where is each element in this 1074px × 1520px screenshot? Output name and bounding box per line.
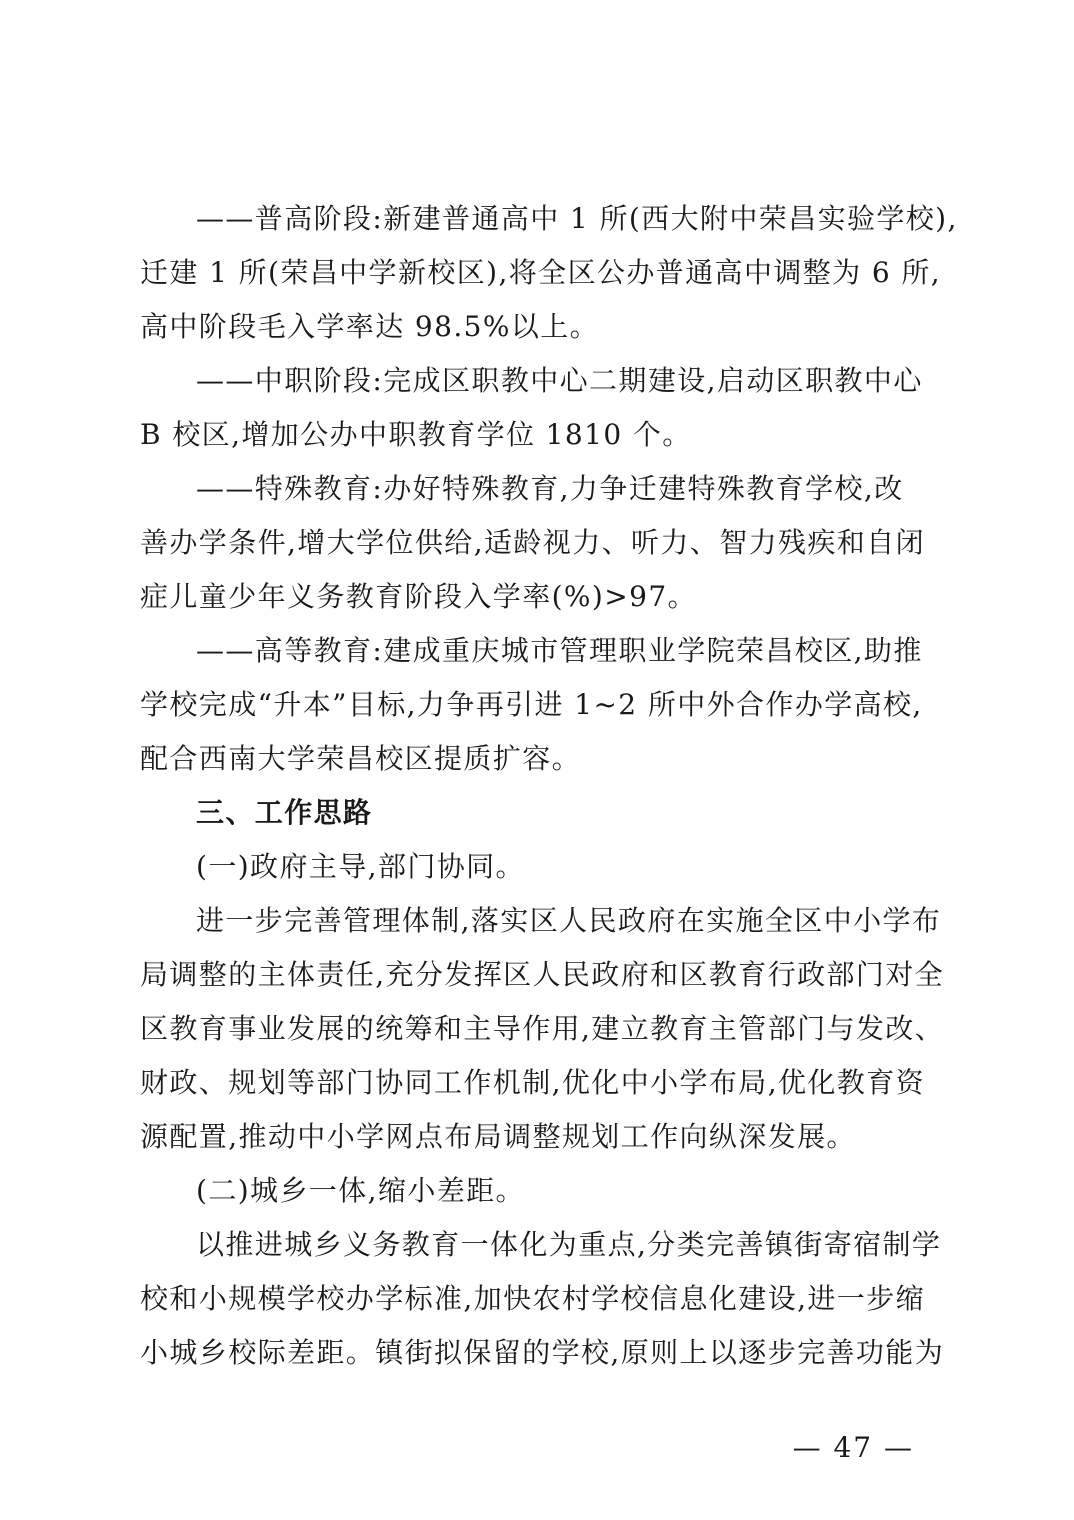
paragraph-line: ——高等教育:建成重庆城市管理职业学院荣昌校区,助推 (196, 634, 923, 667)
paragraph-line: 区教育事业发展的统筹和主导作用,建立教育主管部门与发改、 (140, 1012, 945, 1045)
paragraph-line: 善办学条件,增大学位供给,适龄视力、听力、智力残疾和自闭 (140, 526, 926, 559)
paragraph-line: ——普高阶段:新建普通高中 1 所(西大附中荣昌实验学校), (196, 202, 958, 235)
page-number: — 47 — (792, 1431, 914, 1464)
body-text (140, 192, 958, 1380)
paragraph-line: B 校区,增加公办中职教育学位 1810 个。 (140, 418, 692, 451)
paragraph-line: ——特殊教育:办好特殊教育,力争迁建特殊教育学校,改 (196, 472, 904, 505)
paragraph-line: ——中职阶段:完成区职教中心二期建设,启动区职教中心 (196, 364, 923, 397)
paragraph-line: 配合西南大学荣昌校区提质扩容。 (140, 742, 582, 775)
subsection-heading: (二)城乡一体,缩小差距。 (196, 1174, 525, 1207)
paragraph-line: 症儿童少年义务教育阶段入学率(%)>97。 (140, 580, 697, 613)
paragraph-line: 学校完成“升本”目标,力争再引进 1~2 所中外合作办学高校, (140, 688, 923, 721)
subsection-heading: (一)政府主导,部门协同。 (196, 850, 525, 883)
paragraph-line: 局调整的主体责任,充分发挥区人民政府和区教育行政部门对全 (140, 958, 945, 991)
paragraph-line: 校和小规模学校办学标准,加快农村学校信息化建设,进一步缩 (140, 1282, 926, 1315)
paragraph-line: 财政、规划等部门协同工作机制,优化中小学布局,优化教育资 (140, 1066, 926, 1099)
paragraph-line: 以推进城乡义务教育一体化为重点,分类完善镇街寄宿制学 (196, 1228, 942, 1261)
paragraph-line: 高中阶段毛入学率达 98.5%以上。 (140, 310, 600, 343)
paragraph-line: 小城乡校际差距。镇街拟保留的学校,原则上以逐步完善功能为 (140, 1336, 945, 1369)
paragraph-line: 源配置,推动中小学网点布局调整规划工作向纵深发展。 (140, 1120, 856, 1153)
paragraph-line: 进一步完善管理体制,落实区人民政府在实施全区中小学布 (196, 904, 942, 937)
paragraph-line: 迁建 1 所(荣昌中学新校区),将全区公办普通高中调整为 6 所, (140, 256, 942, 289)
section-heading: 三、工作思路 (196, 796, 373, 829)
